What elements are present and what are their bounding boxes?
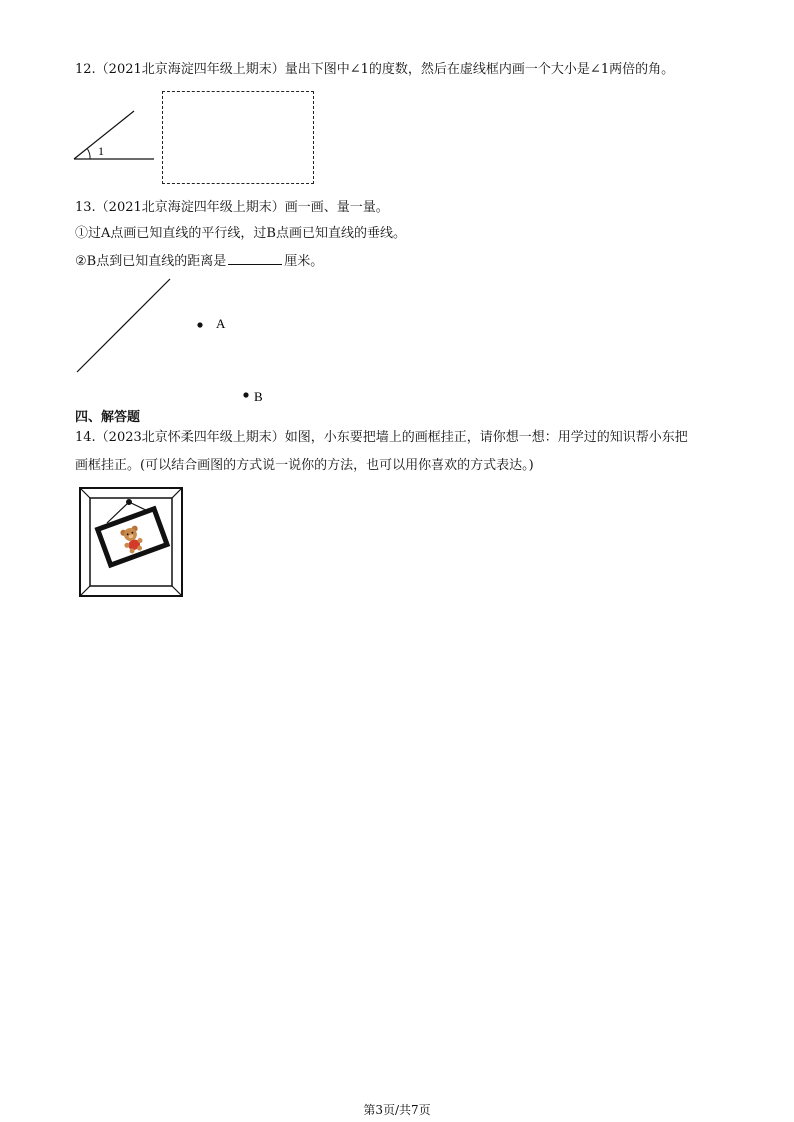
q14-text-line1: 14.（2023北京怀柔四年级上期末）如图，小东要把墙上的画框挂正，请你想一想：用学过的知识帮小东把	[75, 430, 688, 445]
q13-part1: ①过A点画已知直线的平行线，过B点画已知直线的垂线。	[75, 226, 406, 241]
point-a-dot	[197, 322, 202, 327]
answer-blank[interactable]	[228, 252, 282, 265]
dashed-drawing-box[interactable]	[162, 91, 314, 184]
q14-text-line2: 画框挂正。(可以结合画图的方式说一说你的方法，也可以用你喜欢的方式表达。)	[75, 458, 534, 473]
picture-frame-figure	[78, 486, 186, 600]
q13-part2	[75, 252, 323, 270]
point-a-label: A	[216, 316, 226, 331]
q13-part2-suffix: 厘米。	[284, 254, 324, 269]
q13-part2-prefix: ②B点到已知直线的距离是	[75, 254, 227, 269]
section-heading: 四、解答题	[75, 410, 141, 425]
angle-label: 1	[98, 144, 104, 158]
angle-figure	[70, 105, 160, 165]
line-points-figure	[70, 275, 270, 410]
point-b-dot	[243, 392, 248, 397]
point-b-label: B	[254, 389, 263, 404]
page-number: 第3页/共7页	[363, 1103, 431, 1117]
q12-text: 12.（2021北京海淀四年级上期末）量出下图中∠1的度数，然后在虚线框内画一个大小是∠1两倍的角。	[75, 62, 675, 77]
q13-text: 13.（2021北京海淀四年级上期末）画一画、量一量。	[75, 200, 389, 215]
